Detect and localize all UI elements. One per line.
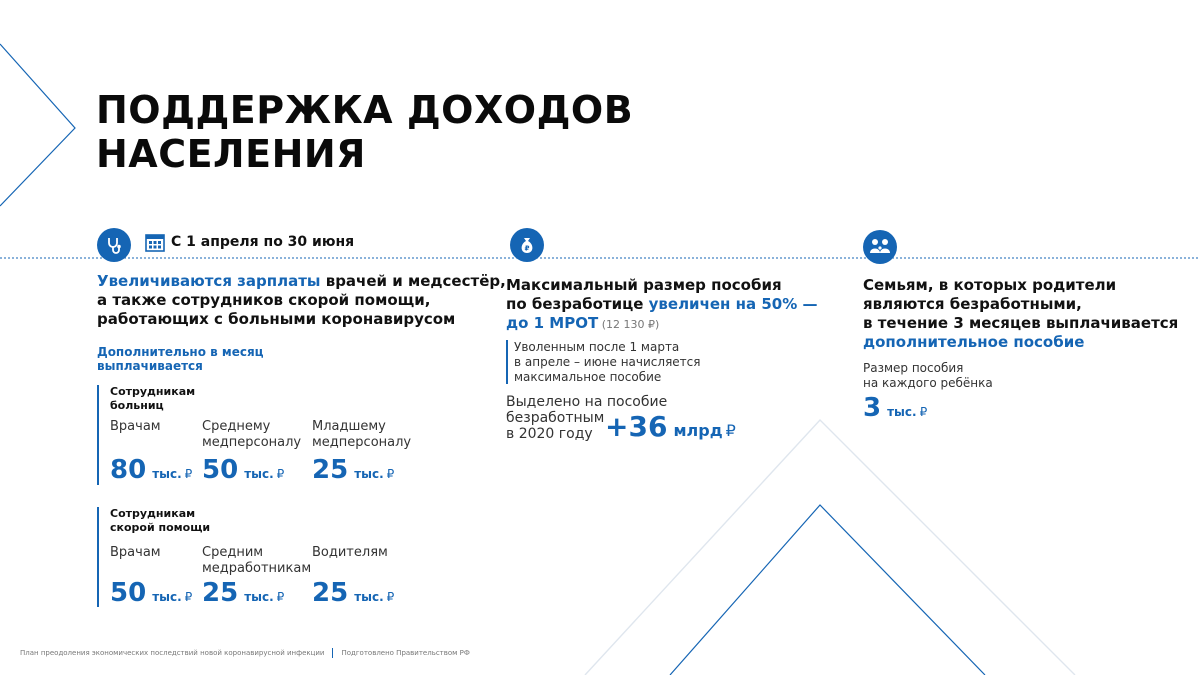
col3-lead: Семьям, в которых родители являются безработными, в течение 3 месяцев выплачивается дополнительное пособие xyxy=(863,276,1179,351)
ambulance-label-mid: Средним медработникам xyxy=(202,545,312,576)
ambulance-value-mid: 25 тыс. ₽ xyxy=(202,578,285,608)
hospital-bar xyxy=(97,385,99,485)
calendar-icon xyxy=(145,232,165,252)
ambulance-label-drivers: Водителям xyxy=(312,545,388,560)
footer-separator xyxy=(332,648,333,658)
footer-right: Подготовлено Правительством РФ xyxy=(341,649,470,657)
hospital-value-mid: 50 тыс. ₽ xyxy=(202,455,285,485)
col1-lead: Увеличиваются зарплаты врачей и медсестёр, а также сотрудников скорой помощи, работающих с больными коронавирусом xyxy=(97,272,506,328)
hospital-header: Сотрудникам больниц xyxy=(110,385,196,412)
extra-pay-label: Дополнительно в месяц выплачивается xyxy=(97,345,264,373)
stethoscope-icon xyxy=(97,228,131,262)
ambulance-bar xyxy=(97,507,99,607)
date-range xyxy=(145,232,354,252)
col2-note-bar xyxy=(506,340,508,384)
hospital-label-doctors: Врачам xyxy=(110,419,161,434)
ambulance-value-doctors: 50 тыс. ₽ xyxy=(110,578,193,608)
lead-highlight: Увеличиваются зарплаты xyxy=(97,272,321,290)
col2-note: Уволенным после 1 марта в апреле – июне начисляется максимальное пособие xyxy=(514,340,701,384)
ambulance-label-doctors: Врачам xyxy=(110,545,161,560)
family-icon xyxy=(863,230,897,264)
col3-size-label: Размер пособия на каждого ребёнка xyxy=(863,361,993,390)
hospital-value-doctors: 80 тыс. ₽ xyxy=(110,455,193,485)
col3-value: 3 тыс. ₽ xyxy=(863,393,928,423)
svg-text:₽: ₽ xyxy=(524,244,530,253)
footer-left: План преодоления экономических последствий новой коронавирусной инфекции xyxy=(20,649,325,657)
hospital-label-junior: Младшему медперсоналу xyxy=(312,419,412,450)
hospital-label-mid: Среднему медперсоналу xyxy=(202,419,302,450)
money-bag-icon xyxy=(510,228,544,262)
col2-lead: Максимальный размер пособия по безработице увеличен на 50% — до 1 МРОТ (12 130 ₽) xyxy=(506,276,818,332)
ambulance-header: Сотрудникам скорой помощи xyxy=(110,507,211,534)
ambulance-value-drivers: 25 тыс. ₽ xyxy=(312,578,395,608)
date-text: С 1 апреля по 30 июня xyxy=(171,234,355,250)
col2-alloc-label: Выделено на пособие безработным в 2020 году xyxy=(506,394,668,442)
col2-amount: +36 млрд ₽ xyxy=(605,410,736,443)
hospital-value-junior: 25 тыс. ₽ xyxy=(312,455,395,485)
footer xyxy=(20,648,470,658)
page-title: ПОДДЕРЖКА ДОХОДОВ НАСЕЛЕНИЯ xyxy=(96,88,634,176)
